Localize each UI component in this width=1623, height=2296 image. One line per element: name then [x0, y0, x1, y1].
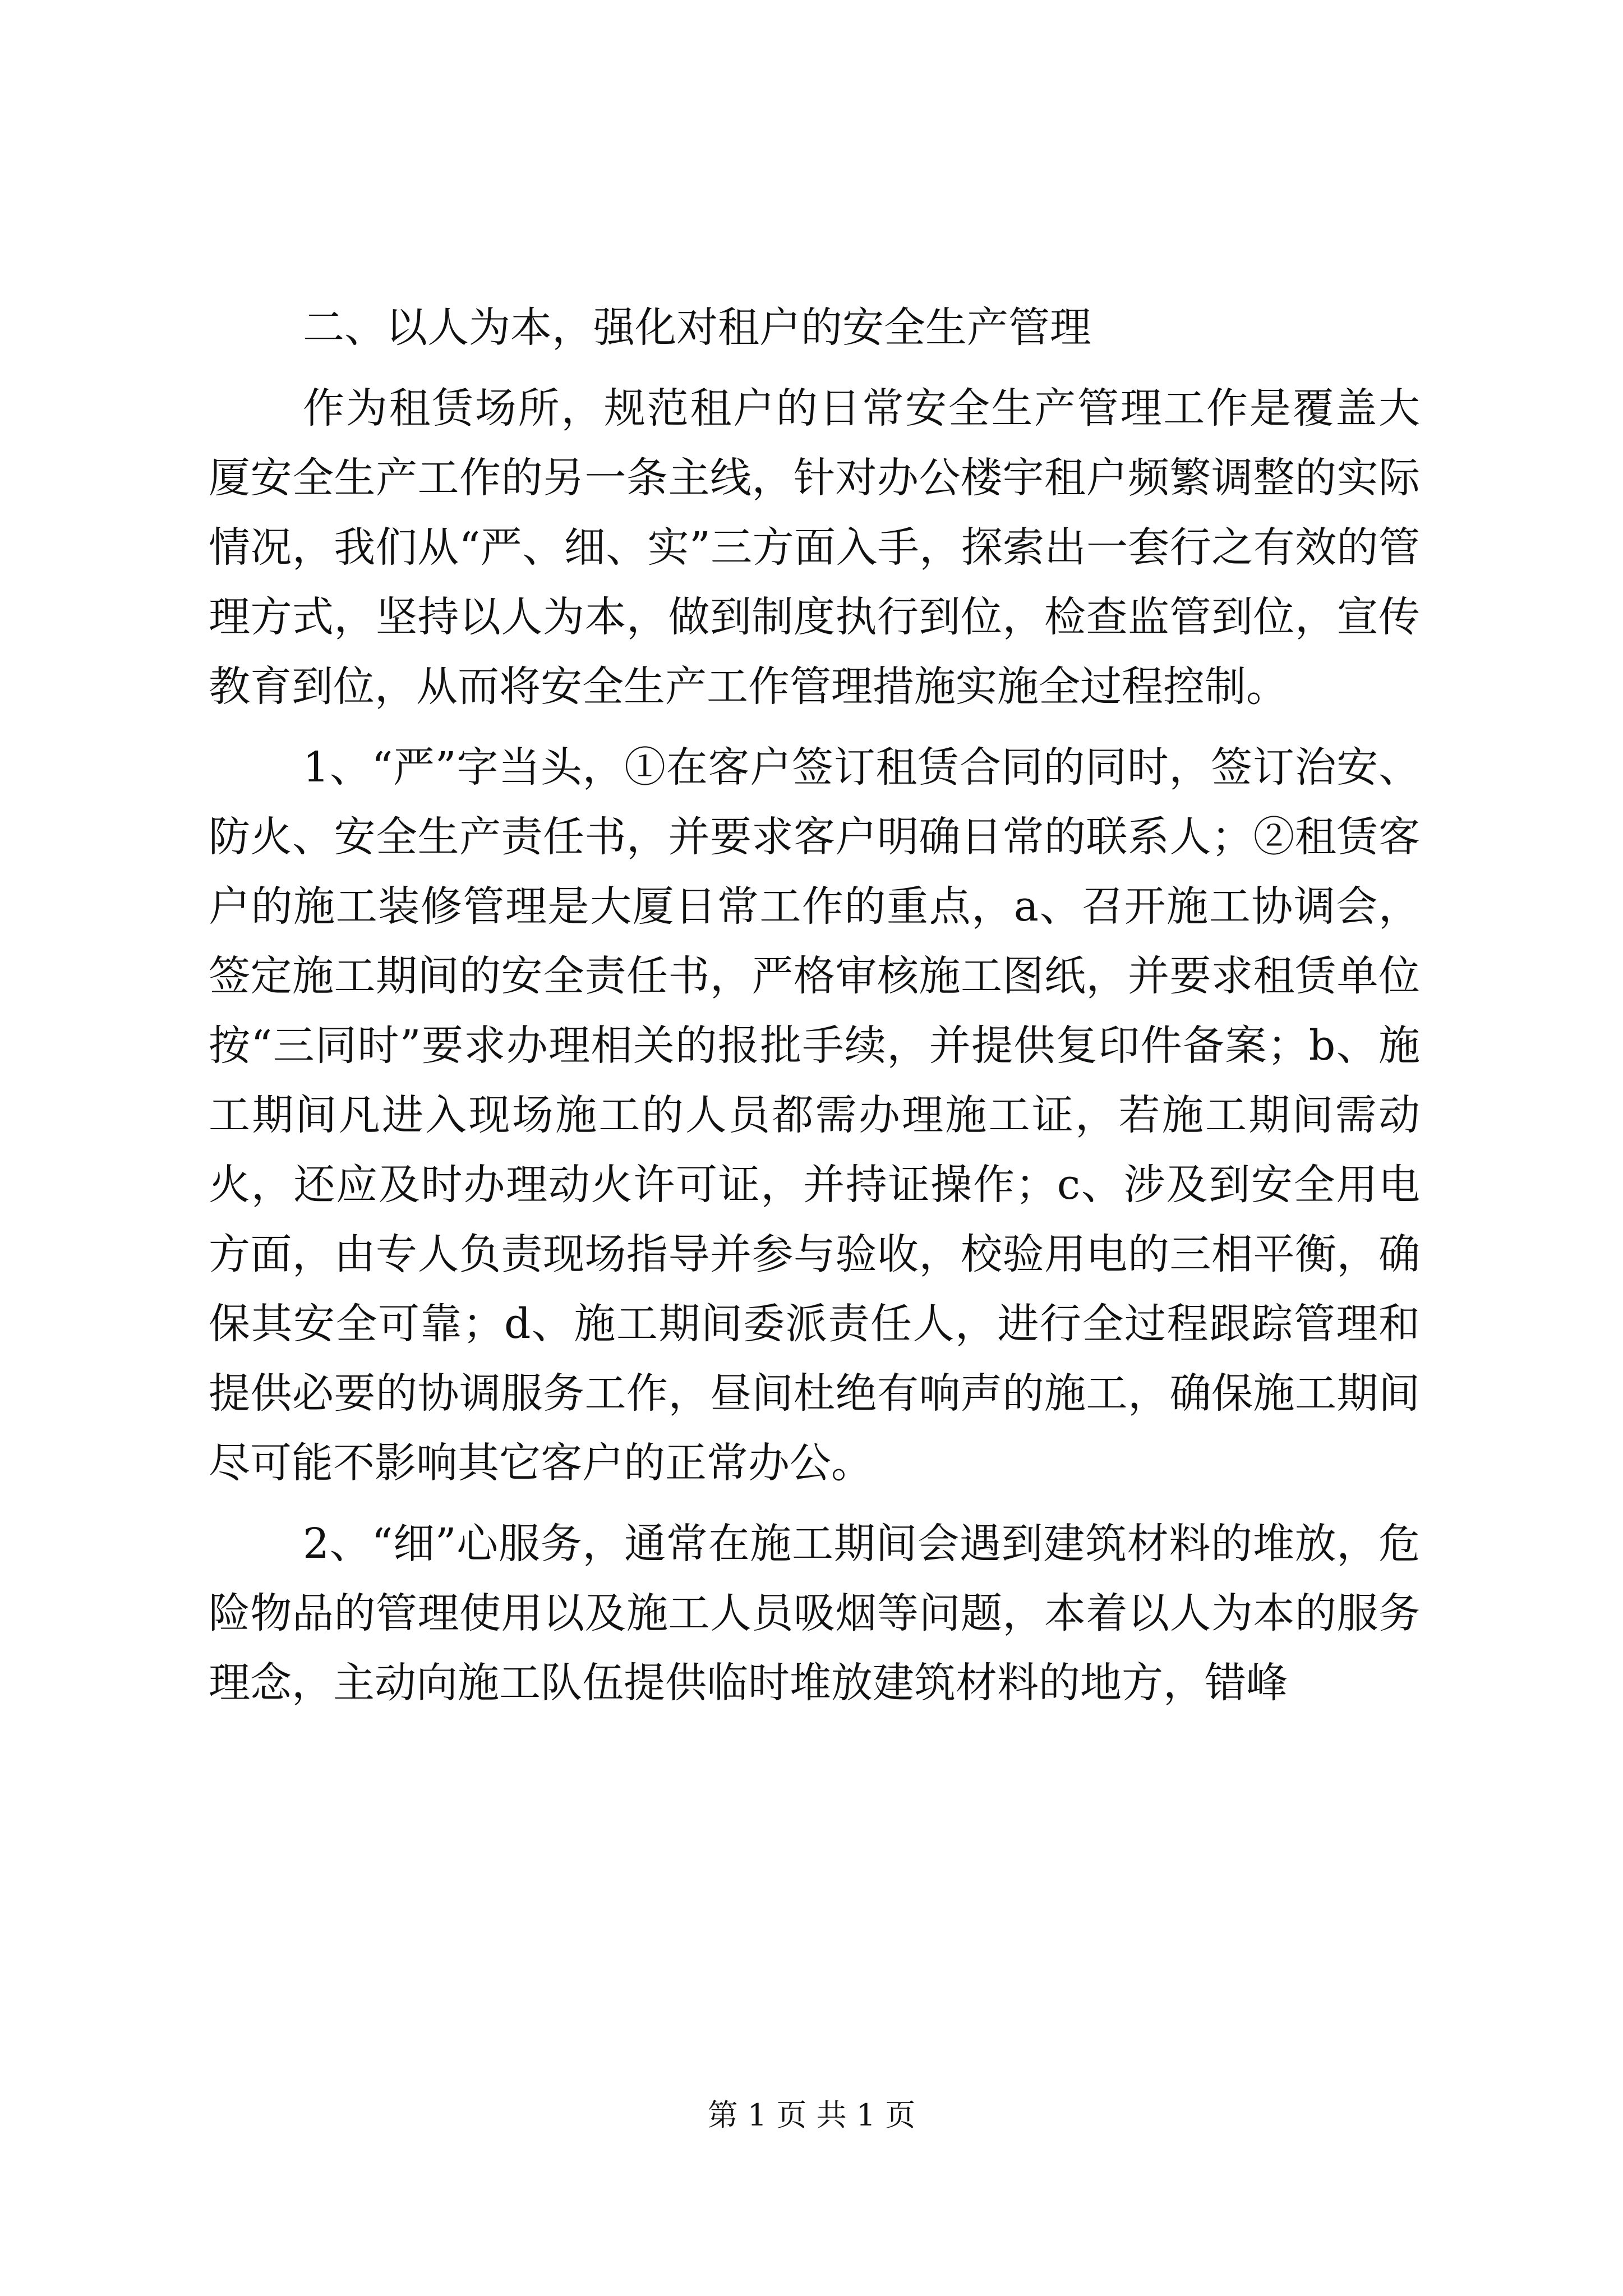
page-footer: 第 1 页 共 1 页 [707, 2097, 916, 2133]
document-body [209, 293, 1420, 1729]
paragraph-item-1: 1、“严”字当头，①在客户签订租赁合同的同时，签订治安、防火、安全生产责任书，并要求客户明确日常的联系人；②租赁客户的施工装修管理是大厦日常工作的重点，a、召开施工协调会，签定施工期间的安全责任书，严格审核施工图纸，并要求租赁单位按“三同时”要求办理相关的报批手续，并提供复印件备案；b、施工期间凡进入现场施工的人员都需办理施工证，若施工期间需动火，还应及时办理动火许可证，并持证操作；c、涉及到安全用电方面，由专人负责现场指导并参与验收，校验用电的三相平衡，确保其安全可靠；d、施工期间委派责任人，进行全过程跟踪管理和提供必要的协调服务工作，昼间杜绝有响声的施工，确保施工期间尽可能不影响其它客户的正常办公。 [209, 743, 1420, 1487]
paragraph-intro: 作为租赁场所，规范租户的日常安全生产管理工作是覆盖大厦安全生产工作的另一条主线，针对办公楼宇租户频繁调整的实际情况，我们从“严、细、实”三方面入手，探索出一套行之有效的管理方式，坚持以人为本，做到制度执行到位，检查监管到位，宣传教育到位，从而将安全生产工作管理措施实施全过程控制。 [209, 384, 1420, 711]
paragraph-item-2: 2、“细”心服务，通常在施工期间会遇到建筑材料的堆放，危险物品的管理使用以及施工人员吸烟等问题，本着以人为本的服务理念，主动向施工队伍提供临时堆放建筑材料的地方，错峰 [209, 1520, 1420, 1707]
section-heading: 二、以人为本，强化对租户的安全生产管理 [303, 303, 1091, 352]
